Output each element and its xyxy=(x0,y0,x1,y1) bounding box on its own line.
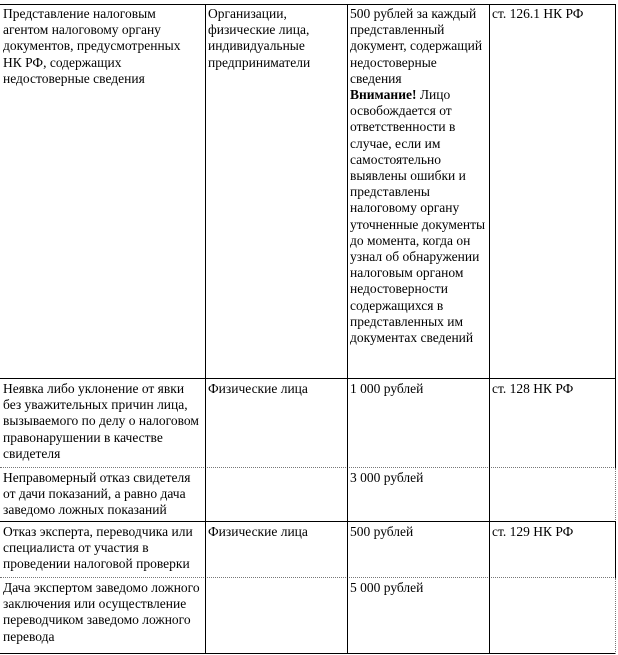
row-divider xyxy=(0,521,616,522)
violation-cell: Дача экспертом заведомо ложного заключения или осуществление переводчиком заведомо ложного перевода xyxy=(3,580,200,644)
subjects-cell: Физические лица xyxy=(208,524,308,539)
article-cell: ст. 129 НК РФ xyxy=(492,524,574,539)
article-cell: ст. 128 НК РФ xyxy=(492,381,574,396)
table-border-right xyxy=(615,521,616,578)
violation-cell: Представление налоговым агентом налоговому органу документов, предусмотренных НК РФ, содержащих недостоверные сведения xyxy=(3,6,181,86)
table-border-right xyxy=(615,4,616,468)
column-divider xyxy=(489,4,490,654)
subjects-cell: Физические лица xyxy=(208,381,308,396)
sanction-cell xyxy=(347,4,489,378)
column-divider xyxy=(205,4,206,654)
violation-cell: Неправомерный отказ свидетеля от дачи показаний, а равно дача заведомо ложных показаний xyxy=(3,470,191,518)
table-border-top xyxy=(0,4,616,5)
sanction-cell: 3 000 рублей xyxy=(350,470,424,485)
sanction-text: 500 рублей за каждый представленный документ, содержащий недостоверные сведения xyxy=(350,6,483,86)
table-border-right-dotted xyxy=(615,468,616,522)
sanction-cell: 5 000 рублей xyxy=(350,580,424,595)
sanction-cell: 500 рублей xyxy=(350,524,414,539)
table-border-bottom xyxy=(0,653,616,654)
sanction-cell: 1 000 рублей xyxy=(350,381,424,396)
row-divider xyxy=(0,378,616,379)
subrow-divider xyxy=(0,577,616,578)
article-cell: ст. 126.1 НК РФ xyxy=(492,6,584,21)
violation-cell: Неявка либо уклонение от явки без уважительных причин лица, вызываемого по делу о налоговом правонарушении в качестве свидетеля xyxy=(3,381,199,461)
subjects-cell: Организации, физические лица, индивидуальные предприниматели xyxy=(208,6,311,70)
sanction-note-label: Внимание! xyxy=(350,87,417,103)
sanction-note-text: Лицо освобождается от ответственности в случае, если им самостоятельно выявлены ошибки и представлены налоговому органу уточненные документы до момента, когда он узнал об обнаружении налоговым органом недостоверности содержащихся в представленных им документах сведений xyxy=(350,87,486,346)
subrow-divider xyxy=(0,467,616,468)
column-divider xyxy=(347,4,348,654)
table-border-right-dotted xyxy=(615,578,616,654)
violation-cell: Отказ эксперта, переводчика или специалиста от участия в проведении налоговой проверки xyxy=(3,524,193,572)
